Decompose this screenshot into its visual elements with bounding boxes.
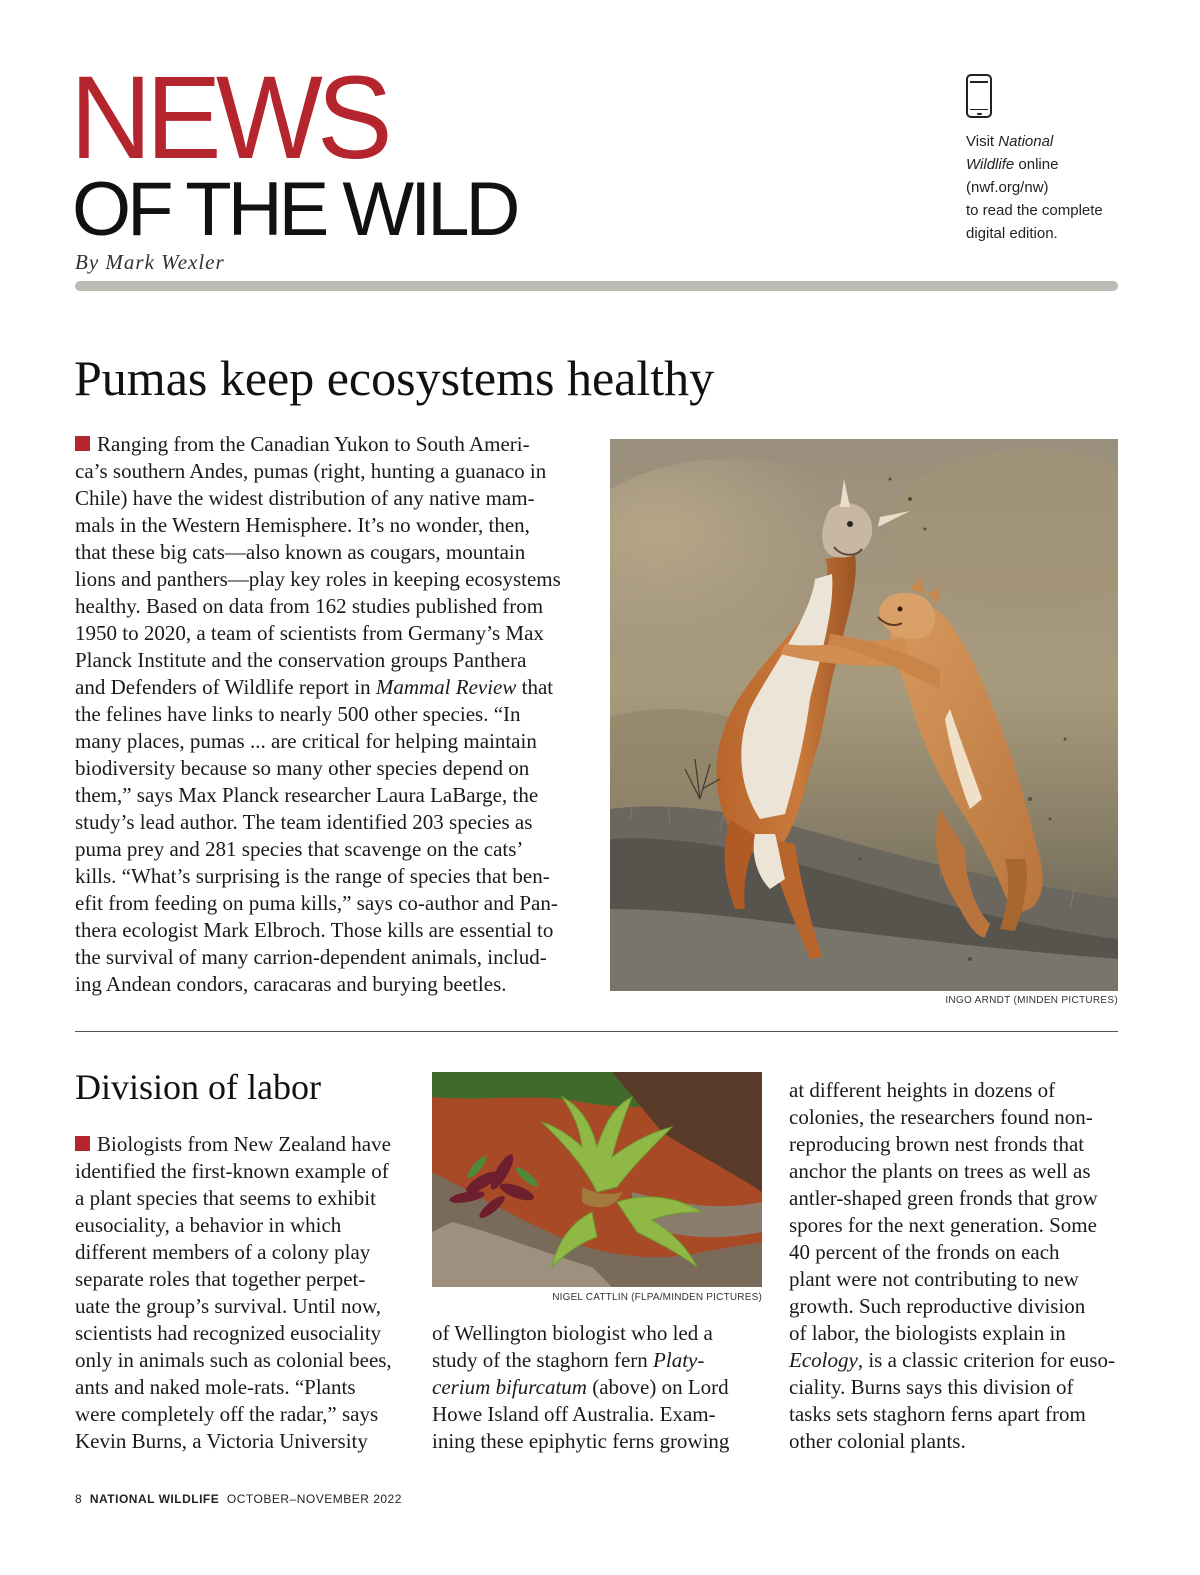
section-title-of-the-wild: OF THE WILD xyxy=(72,167,517,252)
red-square-bullet-icon xyxy=(75,436,90,451)
puma-article-headline: Pumas keep ecosystems healthy xyxy=(74,350,715,406)
magazine-name: NATIONAL WILDLIFE xyxy=(89,1492,220,1506)
red-square-bullet-icon xyxy=(75,1136,90,1151)
journal-name-italic: Mammal Review xyxy=(375,675,517,699)
species-name-italic: cerium bifurcatum xyxy=(432,1375,587,1399)
labor-article-column-3: at different heights in dozens of colonies, the researchers found non- reproducing brown nest fronds that anchor the plants on trees as well as antler-shaped green fronds that grow spores for the next generation. Some 40 percent of the fronds on each plant were not contributing to new growth. Such reproductive division of labor, the biologists explain in Ecology, is a classic criterion for euso- ciality. Burns says this division of tasks sets staghorn ferns apart from other colonial plants. xyxy=(789,1078,1115,1453)
labor-article-column-2: of Wellington biologist who led a study of the staghorn fern Platy- cerium bifurcatum (above) on Lord Howe Island off Australia. Exam- ining these epiphytic ferns growing xyxy=(432,1321,730,1453)
visit-text: digital edition. xyxy=(966,225,1058,242)
issue-date: OCTOBER–NOVEMBER 2022 xyxy=(226,1492,402,1506)
photo-credit: NIGEL CATTLIN (FLPA/MINDEN PICTURES) xyxy=(552,1292,762,1303)
journal-name-italic: Ecology xyxy=(789,1348,858,1372)
page-number: 8 xyxy=(75,1492,83,1506)
species-name-italic: Platy- xyxy=(653,1348,705,1372)
labor-article-headline: Division of labor xyxy=(75,1067,321,1107)
byline: By Mark Wexler xyxy=(75,250,225,274)
page-folio xyxy=(75,1492,402,1506)
section-divider xyxy=(75,1031,1118,1032)
section-title-news: NEWS xyxy=(70,52,387,184)
puma-guanaco-photo xyxy=(610,439,1118,991)
staghorn-fern-photo xyxy=(432,1072,762,1287)
smartphone-icon xyxy=(966,74,992,118)
magazine-name-italic: Wildlife xyxy=(966,156,1015,173)
visit-text: Visit xyxy=(966,133,999,150)
visit-text: online xyxy=(1014,156,1059,173)
magazine-name-italic: National xyxy=(998,133,1054,150)
photo-credit: INGO ARNDT (MINDEN PICTURES) xyxy=(945,995,1118,1006)
digital-edition-note xyxy=(966,130,1136,245)
visit-text: to read the complete xyxy=(966,202,1103,219)
labor-article-column-1: Biologists from New Zealand have identified the first-known example of a plant species that seems to exhibit eusociality, a behavior in which different members of a colony play separate roles that together perpet- uate the group’s survival. Until now, scientists had recognized eusociality only in animals such as colonial bees, ants and naked mole-rats. “Plants were completely off the radar,” says Kevin Burns, a Victoria University xyxy=(75,1132,392,1453)
header-divider xyxy=(75,281,1118,291)
puma-article-body: Ranging from the Canadian Yukon to South Ameri- ca’s southern Andes, pumas (right, hunting a guanaco in Chile) have the widest distribution of any native mam- mals in the Western Hemisphere. It’s no wonder, then, that these big cats—also known as cougars, mountain lions and panthers—play key roles in keeping ecosystems healthy. Based on data from 162 studies published from 1950 to 2020, a team of scientists from Germany’s Max Planck Institute and the conservation groups Panthera and Defenders of Wildlife report in Mammal Review that the felines have links to nearly 500 other species. “In many places, pumas ... are critical for helping maintain biodiversity because so many other species depend on them,” says Max Planck researcher Laura LaBarge, the study’s lead author. The team identified 203 species as puma prey and 281 species that scavenge on the cats’ kills. “What’s surprising is the range of species that ben- efit from feeding on puma kills,” says co-author and Pan- thera ecologist Mark Elbroch. Those kills are essential to the survival of many carrion-dependent animals, includ- ing Andean condors, caracaras and burying beetles. xyxy=(75,432,561,996)
website-link[interactable]: (nwf.org/nw) xyxy=(966,179,1049,196)
